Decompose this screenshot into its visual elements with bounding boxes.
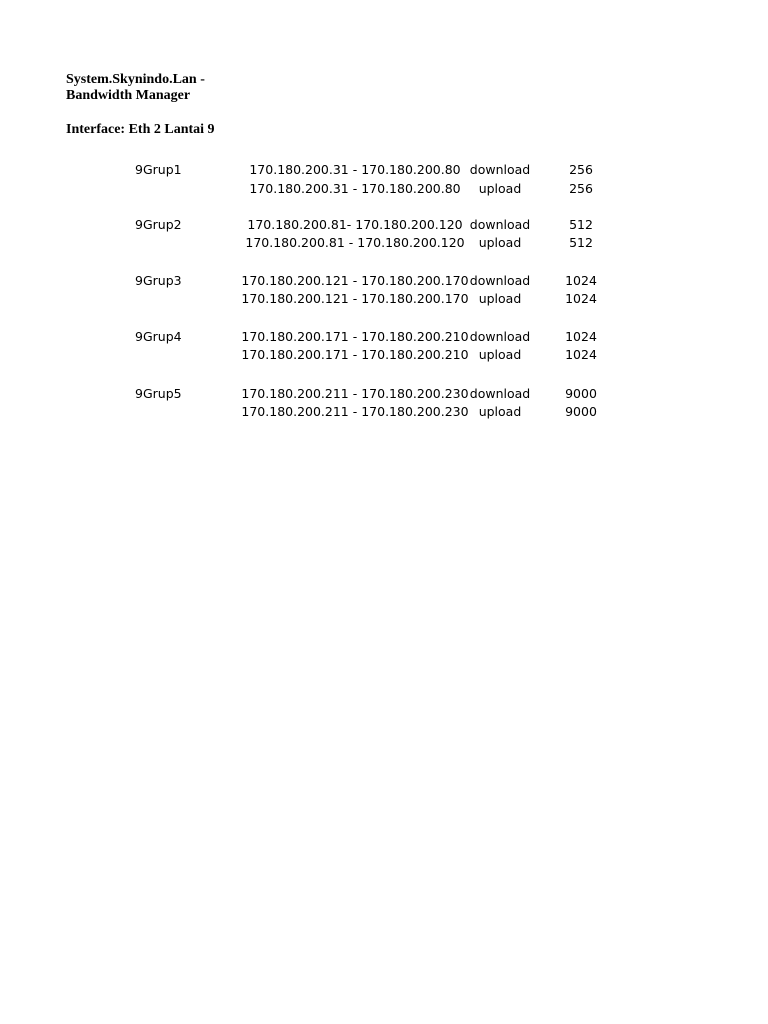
table-row [0,346,768,364]
table-row [0,272,768,290]
group-name: 9Grup4 [135,329,182,344]
rate: 1024 [565,347,597,362]
table-row [0,403,768,421]
table-row [0,290,768,308]
rate: 1024 [565,329,597,344]
ip-range: 170.180.200.171 - 170.180.200.210 [241,329,469,344]
rate: 1024 [565,291,597,306]
ip-range: 170.180.200.81- 170.180.200.120 [247,217,463,232]
ip-range: 170.180.200.121 - 170.180.200.170 [241,291,469,306]
direction: download [469,329,531,344]
rate: 9000 [565,404,597,419]
group-name: 9Grup2 [135,217,182,232]
group-name: 9Grup5 [135,386,182,401]
direction: upload [478,347,522,362]
ip-range: 170.180.200.31 - 170.180.200.80 [249,181,461,196]
direction: download [469,386,531,401]
group-name: 9Grup1 [135,162,182,177]
ip-range: 170.180.200.211 - 170.180.200.230 [241,404,469,419]
ip-range: 170.180.200.211 - 170.180.200.230 [241,386,469,401]
rate: 1024 [565,273,597,288]
ip-range: 170.180.200.31 - 170.180.200.80 [249,162,461,177]
table-row [0,161,768,179]
group-name: 9Grup3 [135,273,182,288]
table-row [0,234,768,252]
direction: upload [478,235,522,250]
direction: download [469,162,531,177]
ip-range: 170.180.200.121 - 170.180.200.170 [241,273,469,288]
title-line-2: Bandwidth Manager [66,88,191,103]
table-row [0,216,768,234]
ip-range: 170.180.200.81 - 170.180.200.120 [245,235,465,250]
direction: upload [478,291,522,306]
direction: download [469,217,531,232]
table-row [0,385,768,403]
rate: 512 [569,217,593,232]
direction: upload [478,181,522,196]
rate: 512 [569,235,593,250]
title-line-1: System.Skynindo.Lan - [66,72,205,87]
rate: 256 [569,162,593,177]
ip-range: 170.180.200.171 - 170.180.200.210 [241,347,469,362]
interface-label: Interface: Eth 2 Lantai 9 [66,122,215,137]
direction: upload [478,404,522,419]
rate: 256 [569,181,593,196]
table-row [0,328,768,346]
rate: 9000 [565,386,597,401]
direction: download [469,273,531,288]
table-row [0,180,768,198]
